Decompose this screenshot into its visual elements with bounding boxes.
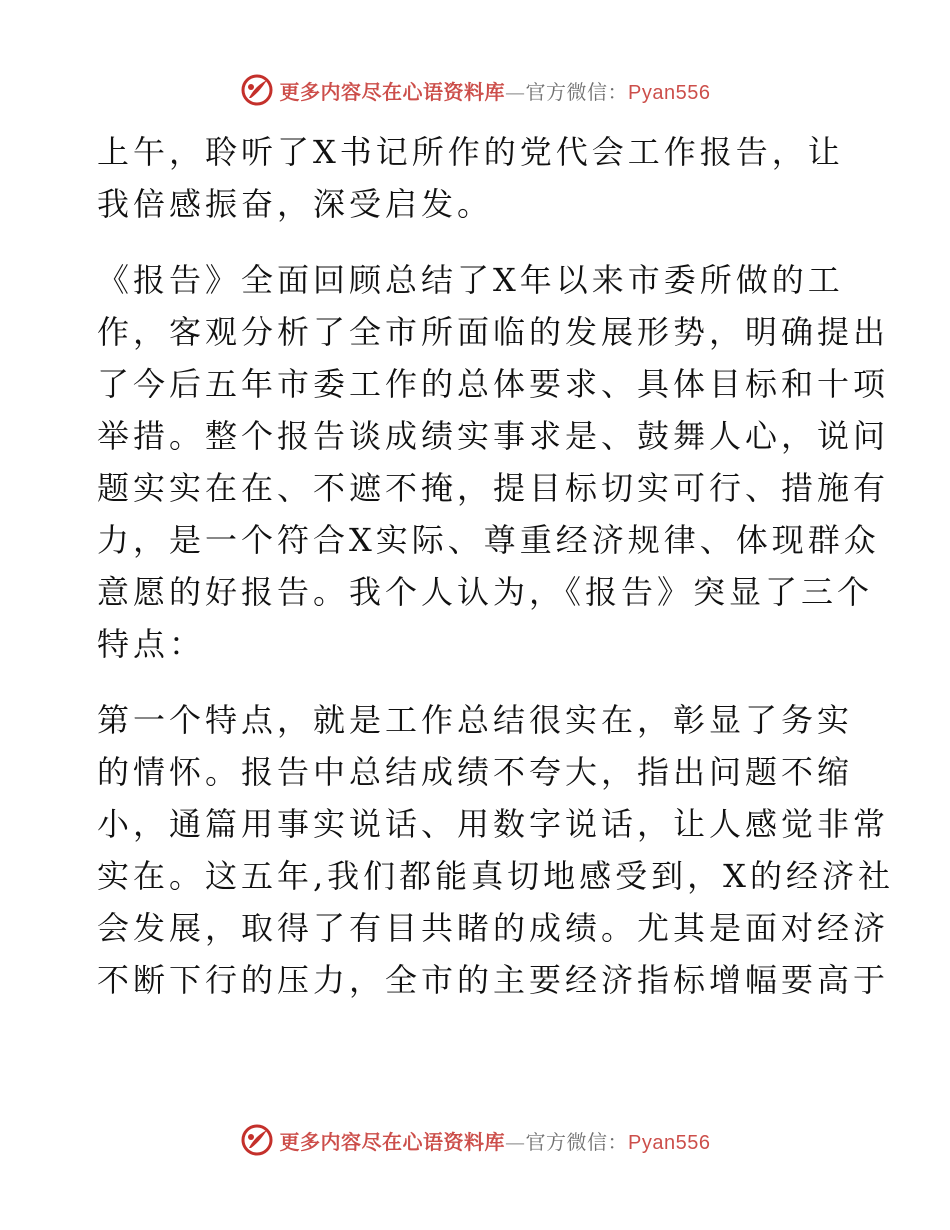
header-watermark [0,70,950,110]
text-line: 第一个特点，就是工作总结很实在，彰显了务实 [97,701,854,739]
watermark-separator: — [505,79,526,104]
text-line: 我倍感振奋，深受启发。 [97,185,494,223]
text-line: 《报告》全面回顾总结了X年以来市委所做的工 [97,261,844,299]
watermark-wechat-label: 官方微信： [525,1129,629,1154]
watermark-site: 更多内容尽在心语资料库 [279,1129,506,1154]
paragraph [97,126,857,230]
quill-logo-icon [240,1123,274,1157]
footer-watermark [0,1120,950,1160]
watermark-separator: — [505,1129,526,1154]
text-line: 举措。整个报告谈成绩实事求是、鼓舞人心，说问 [97,417,890,455]
watermark-wechat-id: Pyan556 [628,1131,711,1154]
paragraph [97,694,894,1006]
watermark-group [240,1123,711,1157]
text-line: 力，是一个符合X实际、尊重经济规律、体现群众 [97,521,880,559]
text-line: 特点： [97,625,206,663]
watermark-wechat-id: Pyan556 [628,81,711,104]
watermark-text [280,76,711,105]
quill-logo-icon [240,73,274,107]
text-line: 了今后五年市委工作的总体要求、具体目标和十项 [97,365,890,403]
paragraph [97,254,890,670]
document-body [97,126,894,1006]
text-line: 意愿的好报告。我个人认为，《报告》突显了三个 [97,573,874,611]
text-line: 上午，聆听了X书记所作的党代会工作报告，让 [97,133,844,171]
text-line: 会发展，取得了有目共睹的成绩。尤其是面对经济 [97,909,890,947]
watermark-site: 更多内容尽在心语资料库 [279,79,506,104]
watermark-text [280,1126,711,1155]
text-line: 实在。这五年,我们都能真切地感受到，X的经济社 [97,857,894,895]
text-line: 题实实在在、不遮不掩，提目标切实可行、措施有 [97,469,890,507]
text-line: 作，客观分析了全市所面临的发展形势，明确提出 [97,313,890,351]
text-line: 小，通篇用事实说话、用数字说话，让人感觉非常 [97,805,890,843]
watermark-group [240,73,711,107]
text-line: 的情怀。报告中总结成绩不夸大，指出问题不缩 [97,753,854,791]
text-line: 不断下行的压力，全市的主要经济指标增幅要高于 [97,961,890,999]
watermark-wechat-label: 官方微信： [525,79,629,104]
